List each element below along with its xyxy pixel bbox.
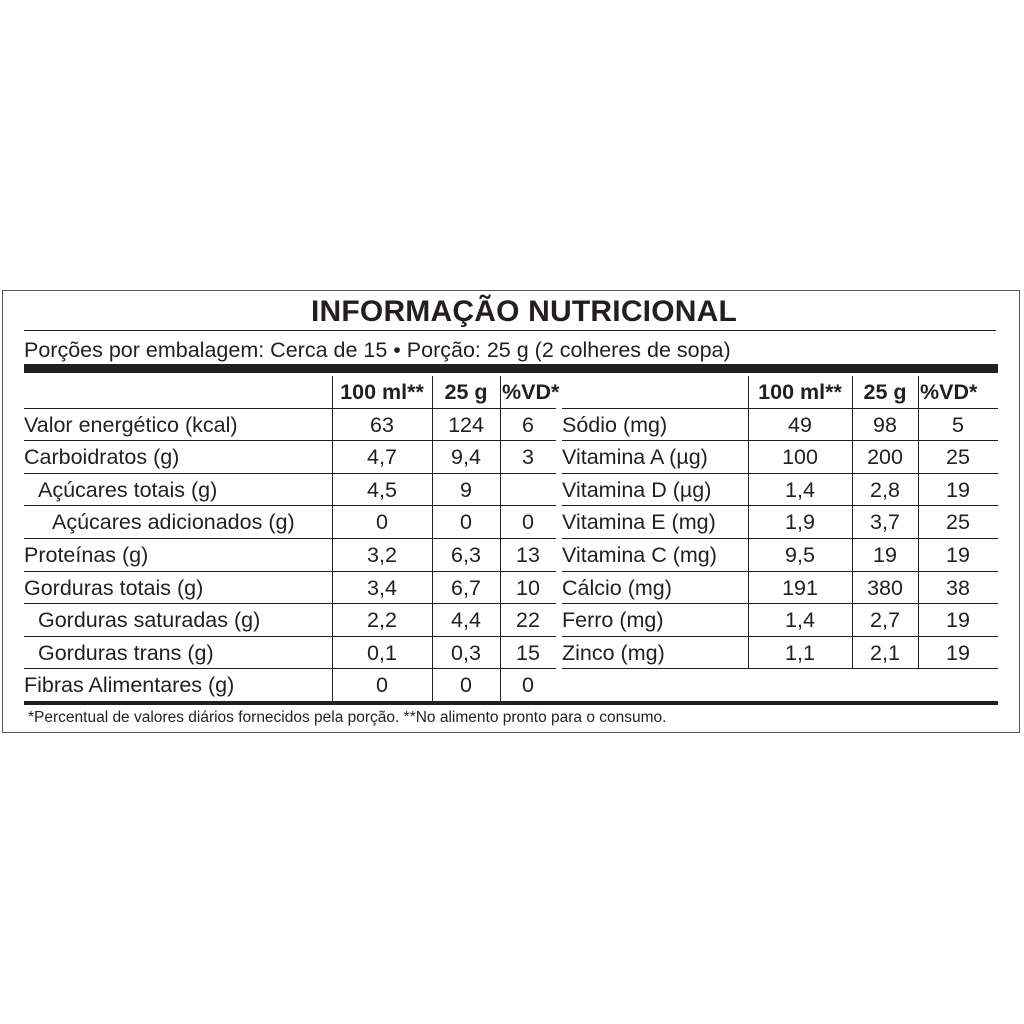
thick-rule-top	[24, 364, 998, 373]
left-header-100ml: 100 ml**	[340, 380, 424, 404]
column-divider	[332, 376, 333, 701]
value-vd: 6	[522, 413, 534, 437]
serving-info: Porções por embalagem: Cerca de 15 • Porção: 25 g (2 colheres de sopa)	[24, 338, 731, 362]
value-vd: 19	[946, 608, 970, 632]
value-25g: 0	[460, 673, 472, 697]
value-100ml: 9,5	[785, 543, 815, 567]
value-25g: 2,1	[870, 641, 900, 665]
value-25g: 9,4	[451, 445, 481, 469]
value-100ml: 191	[782, 576, 818, 600]
value-vd: 25	[946, 510, 970, 534]
value-vd: 13	[516, 543, 540, 567]
value-100ml: 1,9	[785, 510, 815, 534]
value-vd: 22	[516, 608, 540, 632]
nutrient-name: Ferro (mg)	[562, 608, 664, 632]
value-25g: 6,3	[451, 543, 481, 567]
value-vd: 10	[516, 576, 540, 600]
value-vd: 19	[946, 478, 970, 502]
value-25g: 19	[873, 543, 897, 567]
value-100ml: 0	[376, 673, 388, 697]
value-25g: 9	[460, 478, 472, 502]
nutrient-name: Gorduras trans (g)	[38, 641, 214, 665]
column-divider	[918, 376, 919, 668]
nutrient-name: Açúcares totais (g)	[38, 478, 218, 502]
value-25g: 6,7	[451, 576, 481, 600]
value-25g: 380	[867, 576, 903, 600]
nutrient-name: Zinco (mg)	[562, 641, 665, 665]
right-header-vd: %VD*	[920, 380, 978, 404]
value-25g: 2,7	[870, 608, 900, 632]
nutrient-name: Fibras Alimentares (g)	[24, 673, 235, 697]
footnote: *Percentual de valores diários fornecidos pela porção. **No alimento pronto para o consumo.	[28, 709, 667, 726]
value-25g: 200	[867, 445, 903, 469]
value-100ml: 4,5	[367, 478, 397, 502]
value-vd: 25	[946, 445, 970, 469]
value-100ml: 0	[376, 510, 388, 534]
value-100ml: 63	[370, 413, 394, 437]
value-25g: 124	[448, 413, 484, 437]
value-100ml: 1,4	[785, 478, 815, 502]
value-vd: 0	[522, 673, 534, 697]
value-25g: 3,7	[870, 510, 900, 534]
nutrient-name: Vitamina E (mg)	[562, 510, 716, 534]
column-divider	[500, 376, 501, 701]
label-title: INFORMAÇÃO NUTRICIONAL	[310, 295, 738, 328]
value-25g: 0,3	[451, 641, 481, 665]
nutrient-name: Vitamina C (mg)	[562, 543, 717, 567]
value-100ml: 3,4	[367, 576, 397, 600]
title-rule	[24, 330, 996, 331]
left-header-25g: 25 g	[444, 380, 488, 404]
value-100ml: 1,4	[785, 608, 815, 632]
nutrient-name: Cálcio (mg)	[562, 576, 672, 600]
nutrient-name: Sódio (mg)	[562, 413, 668, 437]
value-vd: 38	[946, 576, 970, 600]
nutrient-name: Valor energético (kcal)	[24, 413, 238, 437]
value-100ml: 1,1	[785, 641, 815, 665]
right-header-25g: 25 g	[863, 380, 907, 404]
nutrient-name: Açúcares adicionados (g)	[52, 510, 295, 534]
value-100ml: 0,1	[367, 641, 397, 665]
value-100ml: 49	[788, 413, 812, 437]
value-25g: 98	[873, 413, 897, 437]
value-vd: 19	[946, 543, 970, 567]
nutrient-name: Carboidratos (g)	[24, 445, 180, 469]
value-100ml: 4,7	[367, 445, 397, 469]
nutrient-name: Gorduras totais (g)	[24, 576, 204, 600]
nutrient-name: Gorduras saturadas (g)	[38, 608, 261, 632]
nutrient-name: Vitamina D (µg)	[562, 478, 712, 502]
value-vd: 0	[522, 510, 534, 534]
value-vd: 3	[522, 445, 534, 469]
value-25g: 0	[460, 510, 472, 534]
value-100ml: 100	[782, 445, 818, 469]
value-vd	[500, 474, 556, 507]
value-100ml: 3,2	[367, 543, 397, 567]
column-divider	[852, 376, 853, 668]
row-rule	[562, 668, 998, 669]
value-vd: 5	[952, 413, 964, 437]
value-vd: 15	[516, 641, 540, 665]
right-header-100ml: 100 ml**	[758, 380, 842, 404]
nutrient-name: Proteínas (g)	[24, 543, 149, 567]
nutrient-name: Vitamina A (µg)	[562, 445, 708, 469]
column-divider	[748, 376, 749, 668]
value-vd: 19	[946, 641, 970, 665]
value-25g: 2,8	[870, 478, 900, 502]
column-divider	[432, 376, 433, 701]
value-25g: 4,4	[451, 608, 481, 632]
value-100ml: 2,2	[367, 608, 397, 632]
left-header-vd: %VD*	[502, 380, 560, 404]
